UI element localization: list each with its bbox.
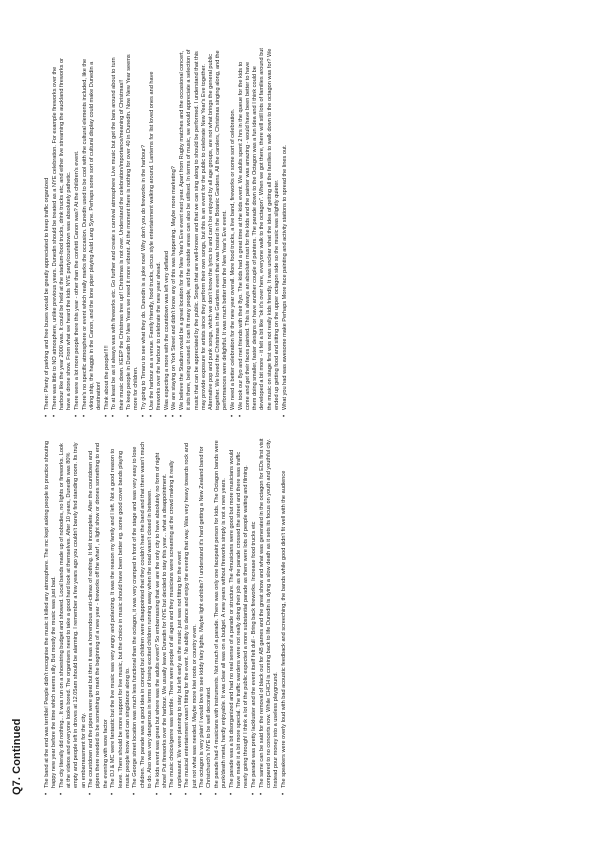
- comments-column-right: [44, 48, 289, 417]
- comment-item: • The same can be said for the removal of black out for AB games and the great show and what was generated in the octagon for EDs first visit compared to no concerts now. While CHCH is coming back to life Dunedin is dying a slow death as it sets its focus on youth and youthful city. Instead pour money into a useless playground.: [259, 437, 281, 795]
- comment-item: • To at least be as it always was with fireworks etc. Go further and create s carnival atmosphere Live music but get the bars around about to turn their music down. KEEP the Christmas tree up!! Christmas is not over. Understand the celebration/importance/meaning of Christmas!!: [111, 48, 125, 417]
- comment-item: • The parade was pretty lackluster and the event itself felt dull - Bring back fireworks. Increase food trucks etc: [251, 437, 258, 795]
- comment-item: • The countdown and the pipers were great but then it was a horrendous anti-climax of nothing. It felt incomplete. After the countdown and pipers there needed to be something to mark the beginning of a new year - fireworks off the wharf , a light show or drones something to end the evening with wow factor: [88, 437, 110, 795]
- comment-item: • The speakers were overly loud with bad acoustic feedback and screeching, the bands while good didn't fit well with the audience: [281, 437, 288, 795]
- comment-item: • Think about the people!!!!!: [104, 48, 111, 417]
- comment-item: • We need a better celebration for the new year overall. More food trucks, a live band, fireworks or some sort of celebration.: [230, 48, 237, 417]
- comment-item: • We took our 8yo and met friends with their 8yo. The kids had a great time at the kids event. We adults spent 2 hrs in the queue for the kids to come and get their faces painted. This is always an absolute must for the kids and the painter was amazing - would have been better to have them doing smaller, faster designs or have another couple of painters. The parade down to the Octagon was a fun idea and I think could be developed a bit more - it felt a bit like "ok it's over here, everyone walk to the octagon". When we got there, there will still lots of families around but the music on stage first was not really kids friendly. It was unclear what the idea of getting all the families to walk down to the octagon was for? We ended up getting food and sitting on the upper octagon side so the music was slightly quieter.: [238, 48, 281, 417]
- comment-item: • The musical entertainment wasn't fitting for the event. No ability to dance and enjoy the evening that way. Was very heavy towards rock and just not what was needed. Maybe more kiwi roots or country even.: [184, 437, 198, 795]
- comment-item: • Try going to Timaru to see what they do. Dunedin is a joke now! Why don't you do fireworks in the harbour?: [141, 48, 148, 417]
- comment-item: • The octagon is very plain! I would love to see kiddy fairy lights. Maybe light exhibits? I understand it's hard getting a New Zealand band for Christchurch's NYE to be well decorated.: [199, 437, 213, 795]
- comments-column-left: [44, 437, 289, 795]
- comment-item: • The George street location was much less functional than the octagon, it was very cramped in front of the stage and was very easy to lose children. The parade was a good idea in concept but children were disappointed that they couldn't hear the band and that there wasn't much to do. Also was very dangerous in terms of losing excited children running away when the road wasn't closed in between.: [132, 437, 154, 795]
- comment-item: • The kids event was great but where was the adults event? So embarrassing that we are the only city to have absolutely no form of night show! Put fireworks over the harbour. We usually leave Dunedin for NYE but decided to stay this year... what a disappointment.: [155, 437, 169, 795]
- comment-item: • We are staying on York Street and didn't know any of this was happening. Maybe more marketing?: [171, 48, 178, 417]
- comment-item: • What you had was awesome make Perhaps More face painting and activity stations to spread the lines out.: [282, 48, 289, 417]
- comment-item: • The parade was a bit disorganized and had no real sense of a parade or structure. The 4musicians were good but more musicians would have made it a bit more special. The traffic wardens were not really doing their job as the parade crossed the street and there was traffic nearly going through! I think a lot of the public expected a more substantial parade as there were lots of people waiting and filming.: [229, 437, 251, 795]
- comment-list-right: [44, 48, 289, 417]
- comment-item: • There was little to NO atmosphere, unlike previous years. Dunedin should be treated as a NYE celebration. For example fireworks over the harbour like the year 2000 was. It could be held at the stadium-food trucks, drink trucks etc, and either live streaming the auckland fireworks or have a drone show. From what we heard the kids NYE party/countdown was absolutely pathetic.: [52, 48, 74, 417]
- comment-item: • the parade had 4 musicians with instruments. Not much of a parade. There was only one facepaint person for kids. The Octagon bands were punk/death metal, hardly enjoyable. It was clear all was on a budget. A new years without fireworks simply is not a new years.: [214, 437, 228, 795]
- comment-item: • We believe the Stadium would be a great location for the New Year's Eve event next year. Apart from Rugby matches and the occasional concert, it sits there, being unused. It can fit many people, and the outside areas can also be utilised. In terms of music, we would appreciate a selection of music that can be appreciated by the public. Songs that are well-known and that we can sing along to should be performed. I understand that this may provide exposure for artists since they perform their own songs, but this is an event for the public to celebrate New Year's Eve together. Alternative pop and punk songs, which we don't know the lyrics to and can't be enjoyed by all age groups, are not what brings the general public together. We loved the Christmas in the Gardens event that was hosted in the Botanic Gardens. All the carolers, Christmas singing along, and the performances were delightful. It was much better than the New Year's Eve event.: [179, 48, 229, 417]
- comment-item: • There: Plenty of parking and free buses would be greatly appreciated to keep traffic organized: [44, 48, 51, 417]
- comment-item: • There's no specific atmosphere or event which really marks the occasion. Dunedin used to be cool with the cultural elements included, like the viking ship, the haggis in the Canon, and the lone piper playing Auld Lang Syne. Perhaps some sort of cultural display could make Dunedin a destination!: [82, 48, 104, 417]
- comment-item: • Use the harbour as a venue. Family friendly, food trucks, circus style entertainment walking around. Lanterns for list loved ones and have fireworks over the harbour to celebrate the new year ahead.: [149, 48, 163, 417]
- comment-item: • The music choice/genre was terrible. There were people of all ages and they musicians were screaming at the crowd making it really unpleasant. We were planning to stay but left early as the music just was not fitting for the event: [169, 437, 183, 795]
- comment-item: • Was expecting a more with the countdown was left very deflated: [164, 48, 171, 417]
- comment-item: • The DJ & MC were fantastic but the live music was very angry and polarizing. It was the reason my family and I left. Not a good reason to leave. There should be more support for live music, but the choice in music should have been better eg. some good cover bands playing music people know and can sing/dance along to.: [110, 437, 132, 795]
- comment-list-left: [44, 437, 288, 795]
- comment-item: • To keep people in Dunedin for New Years we need it more vibrant. At the moment there is nothing for over 40 in Dunedin. Now New Year seems more for children.: [126, 48, 140, 417]
- page-heading: Q7. Continued: [11, 718, 23, 795]
- comment-item: • There were a lot more people there this year - other than the confetti Canon was? At the children's event.: [74, 48, 81, 417]
- comment-item: • The city literally did nothing... It was run on a shoestring budget and showed. Local bands made up of nobodies, no lights or fireworks. Look at the videos and everyone looks bored. The organisers need to take a good hard look at themselves. After 10 years, Dunedin was 80% empty and people left in droves at 12.05am should be alarming. I remember a few years ago you couldn't barely find standing room. Its truly an embarrassment for the city.: [59, 437, 88, 795]
- comment-item: • The band at the end was terrible! People didn't recognise the music it killed any atmosphere. The mc kept asking people to practice shouting happy new year before the time which seems silly. But mostly the music was just bad.: [44, 437, 58, 795]
